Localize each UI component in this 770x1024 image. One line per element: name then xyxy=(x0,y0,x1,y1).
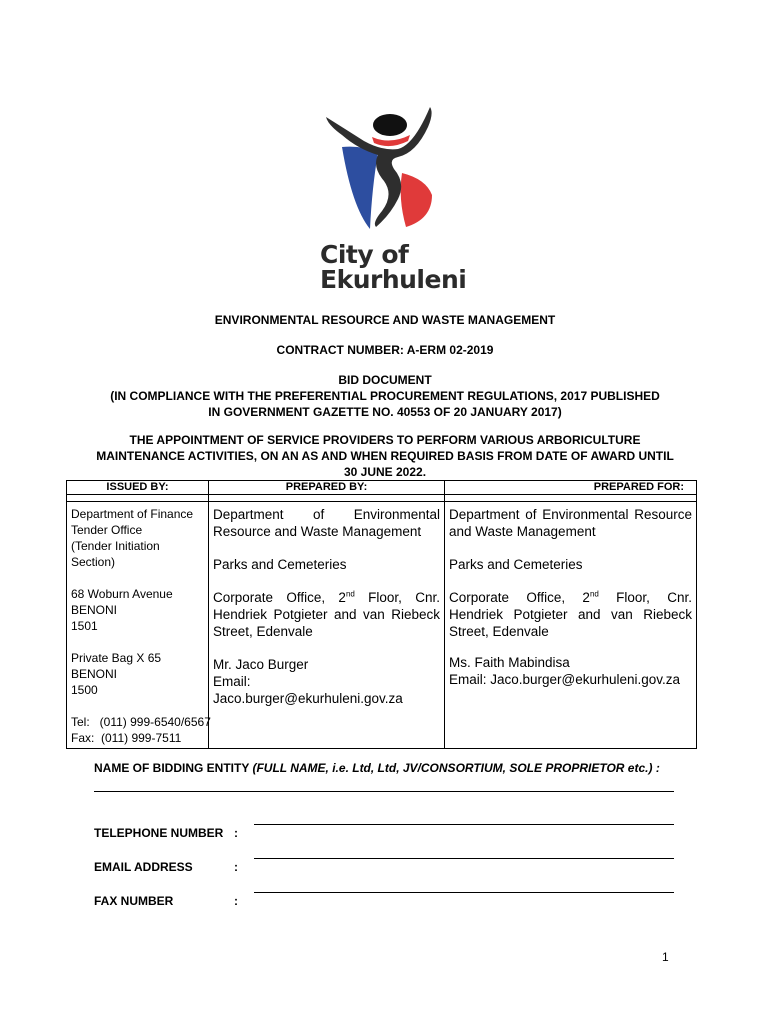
table-body-row xyxy=(67,502,697,749)
spacer-cell xyxy=(209,495,445,502)
issuer-table xyxy=(66,480,697,749)
prepared-by-contact: Mr. Jaco Burger xyxy=(213,657,309,672)
table-spacer-row xyxy=(67,495,697,502)
telephone-label: TELEPHONE NUMBER xyxy=(94,826,224,840)
logo-collar-shape xyxy=(372,135,410,146)
issued-town: BENONI xyxy=(71,603,118,617)
issued-office: Tender Office xyxy=(71,523,143,537)
prepared-for-contact: Ms. Faith Mabindisa xyxy=(449,655,570,670)
prepared-by-office: Corporate Office, 2nd Floor, Cnr. Hendriek Potgieter and van Riebeck Street, Edenvale xyxy=(213,589,440,639)
logo-blue-shape xyxy=(342,147,378,229)
prepared-by-cell xyxy=(209,502,445,749)
issued-fax: Fax: (011) 999-7511 xyxy=(71,731,182,745)
issued-bag-code: 1500 xyxy=(71,683,98,697)
issued-bag: Private Bag X 65 xyxy=(71,651,162,665)
table-header-row xyxy=(67,481,697,495)
bidding-entity-field[interactable] xyxy=(94,791,674,792)
prepared-for-email: Email: Jaco.burger@ekurhuleni.gov.za xyxy=(449,672,681,687)
fax-field[interactable] xyxy=(254,892,674,893)
bidding-entity-label: NAME OF BIDDING ENTITY (FULL NAME, i.e. Ltd, Ltd, JV/CONSORTIUM, SOLE PROPRIETOR etc.) : xyxy=(94,761,660,775)
header-prepared-for: PREPARED FOR: xyxy=(445,481,697,495)
appointment-description: THE APPOINTMENT OF SERVICE PROVIDERS TO PERFORM VARIOUS ARBORICULTURE MAINTENANCE ACTIVITIES, ON AN AS AND WHEN REQUIRED BASIS FROM DATE OF AWARD UNTIL 30 JUNE 2022. xyxy=(96,433,674,479)
prepared-for-cell xyxy=(445,502,697,749)
spacer-cell xyxy=(67,495,209,502)
bid-document-title: BID DOCUMENT xyxy=(338,373,432,387)
email-colon: : xyxy=(234,860,238,874)
prepared-by-dept: Department of Environmental Resource and Waste Management xyxy=(213,507,440,539)
logo-red-shape xyxy=(401,173,432,227)
issued-tel: Tel: (011) 999-6540/6567 xyxy=(71,715,211,729)
telephone-colon: : xyxy=(234,826,238,840)
logo-text-line2: Ekurhuleni xyxy=(320,265,467,294)
fax-colon: : xyxy=(234,894,238,908)
contract-number: CONTRACT NUMBER: A-ERM 02-2019 xyxy=(276,343,494,357)
email-label: EMAIL ADDRESS xyxy=(94,860,193,874)
fax-label: FAX NUMBER xyxy=(94,894,174,908)
compliance-note: (IN COMPLIANCE WITH THE PREFERENTIAL PROCUREMENT REGULATIONS, 2017 PUBLISHED IN GOVERNMENT GAZETTE NO. 40553 OF 20 JANUARY 2017) xyxy=(110,389,660,419)
department-heading: ENVIRONMENTAL RESOURCE AND WASTE MANAGEMENT xyxy=(214,313,556,327)
issued-code: 1501 xyxy=(71,619,98,633)
telephone-field[interactable] xyxy=(254,824,674,825)
page-number: 1 xyxy=(662,950,669,964)
logo-head-shape xyxy=(373,114,407,136)
header-issued-by: ISSUED BY: xyxy=(67,481,209,495)
issued-by-cell xyxy=(67,502,209,749)
email-field[interactable] xyxy=(254,858,674,859)
logo-emblem-icon xyxy=(302,87,469,247)
prepared-by-unit: Parks and Cemeteries xyxy=(213,557,347,572)
prepared-for-office: Corporate Office, 2nd Floor, Cnr. Hendriek Potgieter and van Riebeck Street, Edenvale xyxy=(449,589,692,639)
prepared-for-dept: Department of Environmental Resource and Waste Management xyxy=(449,507,692,539)
prepared-for-unit: Parks and Cemeteries xyxy=(449,557,583,572)
issued-section: (Tender Initiation Section) xyxy=(71,539,160,569)
issued-bag-town: BENONI xyxy=(71,667,118,681)
issued-street: 68 Woburn Avenue xyxy=(71,587,173,601)
city-of-ekurhuleni-logo xyxy=(302,87,469,292)
logo-text-line1: City of xyxy=(320,240,409,269)
spacer-cell xyxy=(445,495,697,502)
prepared-by-email: Email: Jaco.burger@ekurhuleni.gov.za xyxy=(213,674,403,706)
issued-dept: Department of Finance xyxy=(71,507,194,521)
header-prepared-by: PREPARED BY: xyxy=(209,481,445,495)
